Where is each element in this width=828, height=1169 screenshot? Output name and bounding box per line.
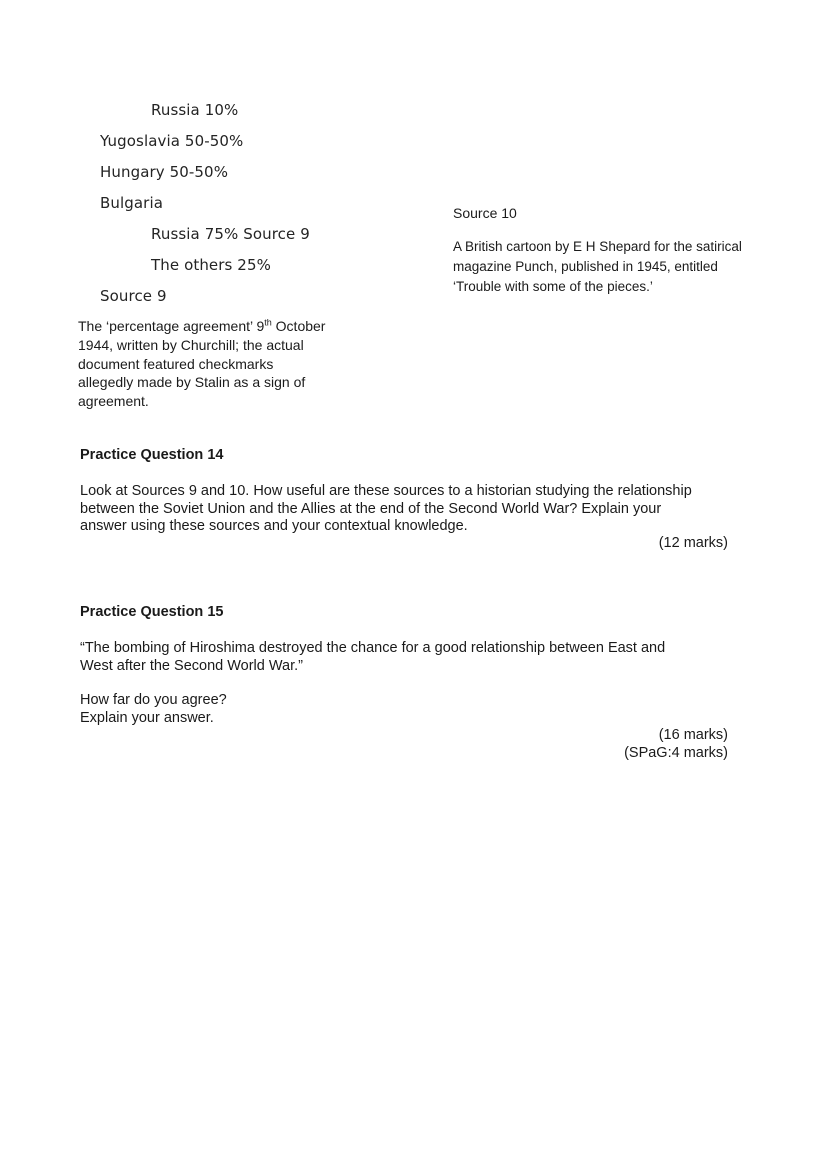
source9-caption-line-5: agreement. (78, 393, 149, 410)
source9-label: Source 9 (100, 287, 167, 305)
caption-text-post: October (271, 318, 326, 334)
ordinal-superscript: th (264, 317, 272, 328)
question15-prompt-line-1: How far do you agree? (80, 692, 227, 708)
source10-label: Source 10 (453, 205, 517, 221)
list-item-hungary: Hungary 50-50% (100, 163, 229, 181)
source10-caption-line-2: magazine Punch, published in 1945, entitled (453, 259, 718, 274)
question15-marks: (16 marks) (658, 727, 728, 743)
question15-marks-block (624, 727, 728, 762)
question15-statement-line-2: West after the Second World War.” (80, 657, 303, 674)
question14-body-line-3: answer using these sources and your contextual knowledge. (80, 518, 468, 535)
list-item-the-others: The others 25% (151, 256, 271, 274)
source9-caption-line-2: 1944, written by Churchill; the actual (78, 336, 304, 353)
source9-percentage-list (100, 95, 310, 312)
question14-body-line-2: between the Soviet Union and the Allies at the end of the Second World War? Explain your (80, 500, 662, 517)
source9-caption (78, 317, 378, 411)
source10-caption-line-1: A British cartoon by E H Shepard for the satirical (453, 239, 742, 254)
question14-marks: (12 marks) (658, 535, 728, 551)
source10-caption (453, 237, 773, 297)
list-item-russia-75: Russia 75% Source 9 (151, 225, 310, 243)
question15-statement-line-1: “The bombing of Hiroshima destroyed the chance for a good relationship between East and (80, 640, 666, 656)
list-item-bulgaria: Bulgaria (100, 194, 164, 212)
source10-caption-line-3: ‘Trouble with some of the pieces.’ (453, 279, 653, 294)
question14-body (80, 483, 692, 536)
question15-prompt (80, 692, 227, 727)
source9-caption-line-3: document featured checkmarks (78, 355, 274, 372)
question15-statement (80, 640, 665, 675)
list-item-yugoslavia: Yugoslavia 50-50% (100, 132, 244, 150)
list-item-russia-10: Russia 10% (151, 101, 239, 119)
caption-text-pre: The ‘percentage agreement’ 9 (78, 318, 265, 334)
question14-body-line-1: Look at Sources 9 and 10. How useful are these sources to a historian studying the relationship (80, 483, 692, 499)
source9-caption-line-1 (78, 317, 378, 336)
source9-caption-line-4: allegedly made by Stalin as a sign of (78, 374, 306, 391)
question15-spag-marks: (SPaG:4 marks) (624, 744, 728, 761)
question15-prompt-line-2: Explain your answer. (80, 709, 214, 726)
question15-heading: Practice Question 15 (80, 604, 224, 620)
question14-heading: Practice Question 14 (80, 447, 224, 463)
